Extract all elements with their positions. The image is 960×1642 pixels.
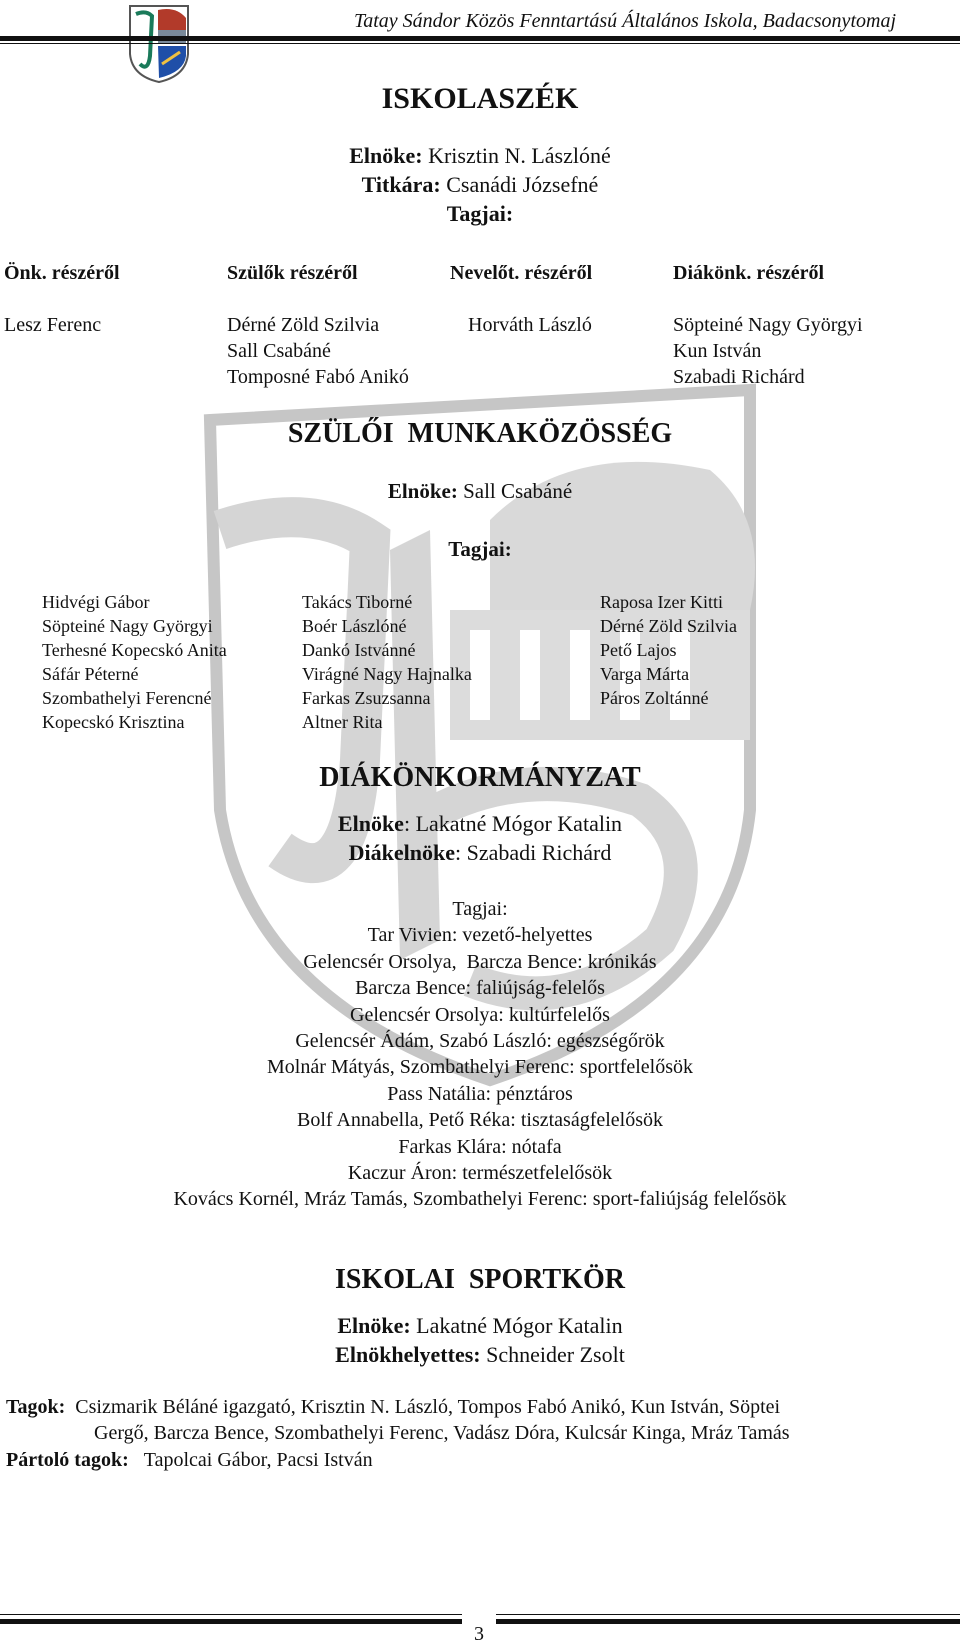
footer-rule-thin-left bbox=[0, 1614, 462, 1615]
section-title-sport: ISKOLAI SPORTKÖR bbox=[335, 1264, 625, 1295]
sport-partolo-tagok bbox=[6, 1449, 373, 1472]
diak-tagjai-list bbox=[0, 896, 960, 1213]
list-item: Hidvégi Gábor bbox=[42, 592, 150, 612]
list-item: Gelencsér Ádám, Szabó László: egészségőrök bbox=[295, 1030, 665, 1053]
list-item: Takács Tiborné bbox=[302, 592, 413, 612]
section-title-iskolaszek: ISKOLASZÉK bbox=[381, 82, 579, 115]
sport-elnokhelyettes bbox=[0, 1342, 960, 1368]
column-header-szulok: Szülők részéről bbox=[227, 262, 358, 284]
iskolaszek-tagjai-label: Tagjai: bbox=[446, 201, 514, 226]
list-item: Varga Márta bbox=[600, 664, 690, 684]
list-item: Szombathelyi Ferencné bbox=[42, 688, 212, 708]
value: : Lakatné Mógor Katalin bbox=[403, 811, 623, 836]
list-item: Kun István bbox=[673, 340, 762, 362]
list-item: Gelencsér Orsolya: kultúrfelelős bbox=[350, 1003, 610, 1026]
label: Elnöke bbox=[337, 811, 404, 836]
label: Titkára: bbox=[361, 172, 441, 197]
iskolaszek-elnoke bbox=[0, 143, 960, 169]
label: Elnöke: bbox=[387, 479, 458, 503]
value: Krisztin N. Lászlóné bbox=[422, 143, 611, 168]
list-item: Szabadi Richárd bbox=[673, 366, 805, 388]
list-item: Páros Zoltánné bbox=[600, 688, 709, 708]
value: Lakatné Mógor Katalin bbox=[410, 1313, 623, 1338]
section-title-szuloi: SZÜLŐI MUNKAKÖZÖSSÉG bbox=[287, 418, 673, 449]
list-item: Tomposné Fabó Anikó bbox=[227, 366, 409, 388]
diak-elnoke bbox=[0, 811, 960, 837]
section-title-diak: DIÁKÖNKORMÁNYZAT bbox=[319, 762, 641, 793]
page-number: 3 bbox=[474, 1623, 484, 1642]
footer-rule-thick-right bbox=[496, 1619, 960, 1624]
column-header-onk: Önk. részéről bbox=[4, 262, 120, 284]
sport-tagok-line2: Gergő, Barcza Bence, Szombathelyi Ferenc, Vadász Dóra, Kulcsár Kinga, Mráz Tamás bbox=[94, 1422, 790, 1444]
label: Elnökhelyettes: bbox=[335, 1342, 481, 1367]
label: Elnöke: bbox=[349, 143, 423, 168]
value: Sall Csabáné bbox=[457, 479, 573, 503]
label: Tagok: bbox=[6, 1396, 66, 1418]
list-item: Tar Vivien: vezető-helyettes bbox=[367, 924, 593, 947]
header-school-name: Tatay Sándor Közös Fenntartású Általános Iskola, Badacsonytomaj bbox=[353, 10, 896, 32]
szuloi-col3 bbox=[600, 590, 737, 710]
diak-tagjai-label: Tagjai: bbox=[452, 898, 508, 920]
label: Diákelnöke bbox=[348, 840, 455, 865]
sport-tagok-line1 bbox=[6, 1396, 780, 1419]
label: Pártoló tagok: bbox=[6, 1449, 129, 1471]
list-item: Boér Lászlóné bbox=[302, 616, 407, 636]
list-item: Terhesné Kopecskó Anita bbox=[42, 640, 227, 660]
list-item: Dérné Zöld Szilvia bbox=[600, 616, 737, 636]
column-header-nevelot: Nevelőt. részéről bbox=[450, 262, 593, 284]
diak-diakelnoke bbox=[0, 840, 960, 866]
value: : Szabadi Richárd bbox=[454, 840, 612, 865]
list-item: Altner Rita bbox=[302, 712, 383, 732]
list-item: Gelencsér Orsolya, Barcza Bence: krónikás bbox=[303, 950, 657, 973]
iskolaszek-titkara bbox=[0, 172, 960, 198]
list-item: Kaczur Áron: természetfelelősök bbox=[347, 1162, 613, 1185]
szuloi-col2 bbox=[302, 590, 472, 734]
school-logo bbox=[128, 4, 190, 84]
list-item: Lesz Ferenc bbox=[4, 314, 102, 336]
header-rule-thin bbox=[0, 43, 960, 44]
value: Csizmarik Béláné igazgató, Krisztin N. László, Tompos Fabó Anikó, Kun István, Söptei bbox=[75, 1396, 781, 1418]
list-item: Pető Lajos bbox=[600, 640, 677, 660]
list-item: Dérné Zöld Szilvia bbox=[227, 314, 380, 336]
list-item: Söpteiné Nagy Györgyi bbox=[673, 314, 863, 336]
list-item: Bolf Annabella, Pető Réka: tisztaságfelelősök bbox=[296, 1109, 664, 1132]
footer-rule-thin-right bbox=[496, 1614, 960, 1615]
list-item: Kovács Kornél, Mráz Tamás, Szombathelyi Ferenc: sport-faliújság felelősök bbox=[173, 1188, 787, 1211]
list-item: Söpteiné Nagy Györgyi bbox=[42, 616, 213, 636]
list-item: Barcza Bence: faliújság-felelős bbox=[355, 977, 605, 1000]
value: Csanádi Józsefné bbox=[440, 172, 599, 197]
szuloi-elnoke bbox=[0, 479, 960, 504]
list-item: Farkas Klára: nótafa bbox=[398, 1135, 562, 1158]
footer-rule-thick-left bbox=[0, 1619, 462, 1624]
list-item: Farkas Zsuzsanna bbox=[302, 688, 431, 708]
list-item: Molnár Mátyás, Szombathelyi Ferenc: sportfelelősök bbox=[266, 1056, 693, 1079]
list-item: Horváth László bbox=[468, 314, 592, 336]
szuloi-tagjai-label: Tagjai: bbox=[448, 537, 512, 561]
value: Tapolcai Gábor, Pacsi István bbox=[143, 1449, 373, 1471]
label: Elnöke: bbox=[337, 1313, 411, 1338]
szuloi-col1 bbox=[42, 590, 227, 734]
column-header-diakonk: Diákönk. részéről bbox=[673, 262, 825, 284]
header-rule-thick bbox=[0, 36, 960, 41]
list-item: Pass Natália: pénztáros bbox=[387, 1082, 573, 1105]
list-item: Sall Csabáné bbox=[227, 340, 331, 362]
value: Schneider Zsolt bbox=[480, 1342, 625, 1367]
list-item: Dankó Istvánné bbox=[302, 640, 416, 660]
list-item: Raposa Izer Kitti bbox=[600, 592, 723, 612]
list-item: Sáfár Péterné bbox=[42, 664, 139, 684]
sport-elnoke bbox=[0, 1313, 960, 1339]
list-item: Kopecskó Krisztina bbox=[42, 712, 185, 732]
list-item: Virágné Nagy Hajnalka bbox=[302, 664, 472, 684]
